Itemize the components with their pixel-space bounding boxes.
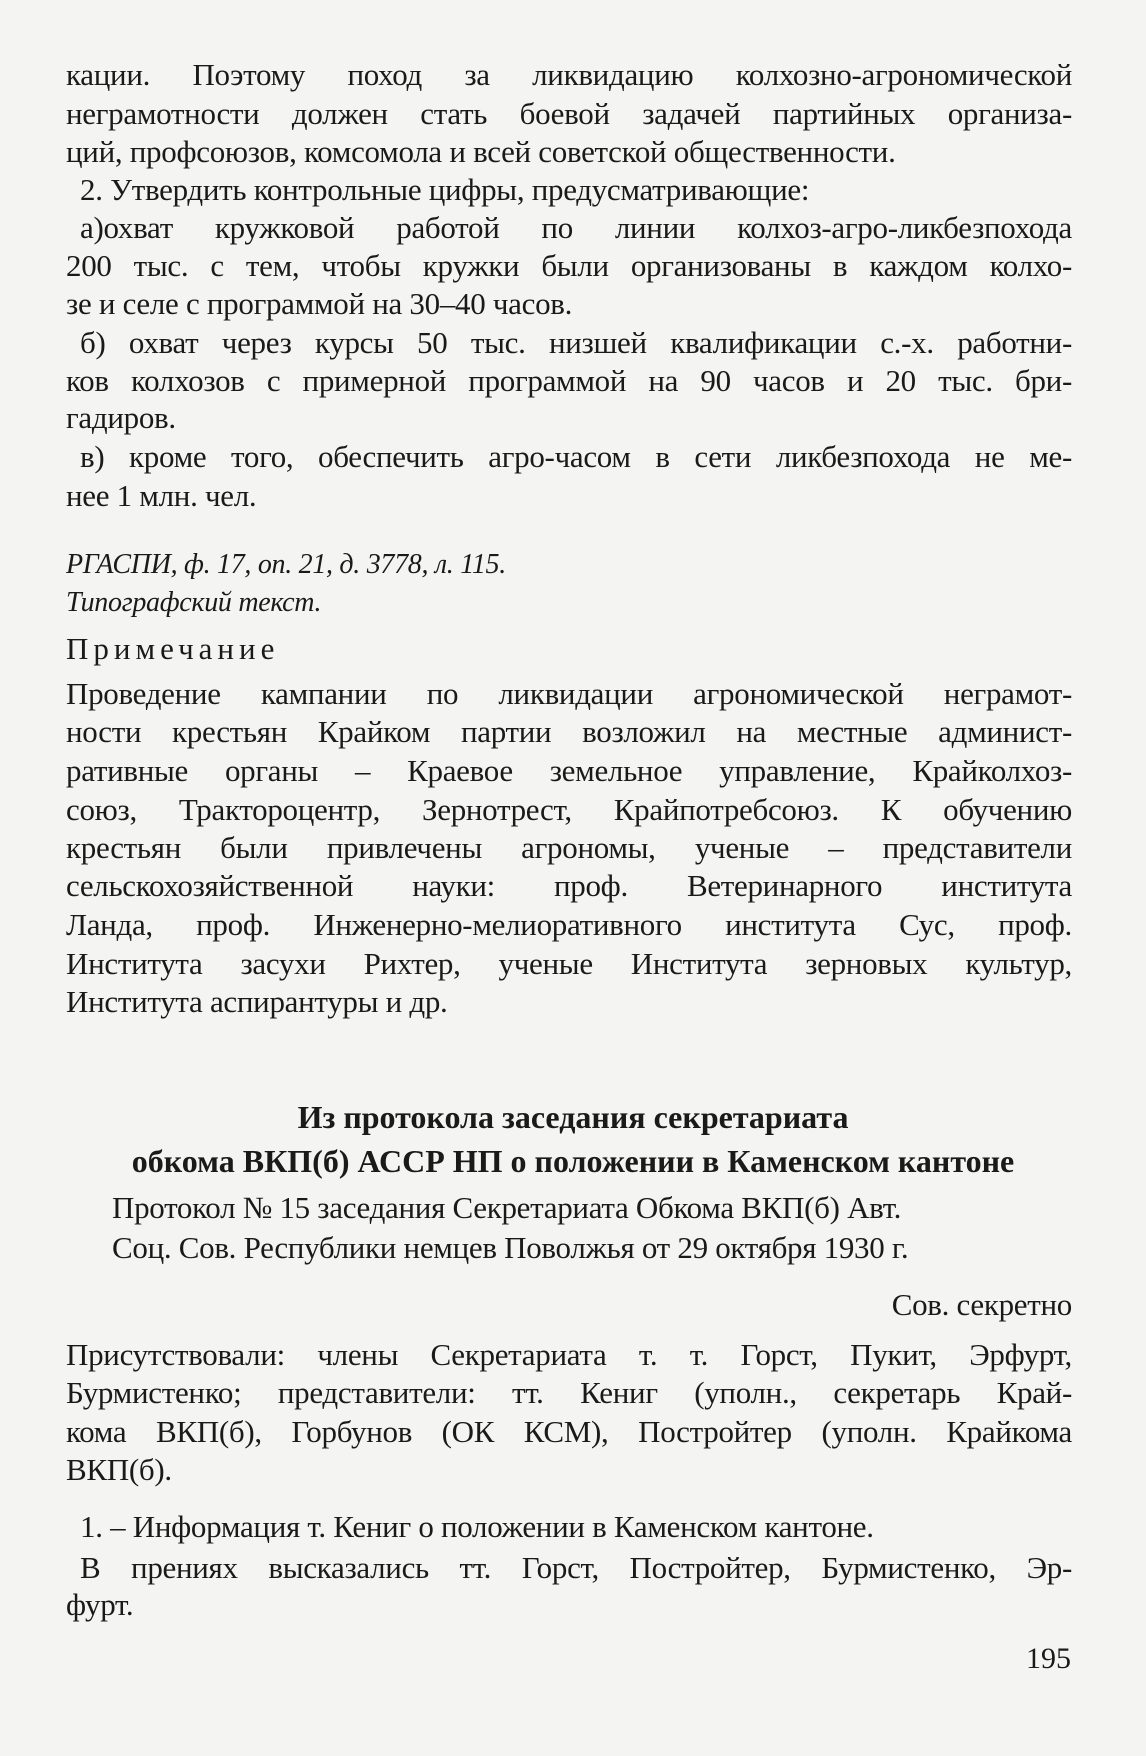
text-line: 200 тыс. с тем, чтобы кружки были организованы в каждом колхо-	[66, 248, 1072, 283]
protocol-title: Протокол № 15 заседания Секретариата Обкома ВКП(б) Авт.	[112, 1190, 902, 1225]
text-line: ративные органы – Краевое земельное управление, Крайколхоз-	[66, 753, 1072, 788]
text-line: гадиров.	[66, 400, 176, 435]
text-type: Типографский текст.	[66, 587, 322, 618]
page-number: 195	[1026, 1642, 1071, 1675]
note-title: Примечание	[66, 631, 280, 666]
text-line: 2. Утвердить контрольные цифры, предусматривающие:	[80, 172, 810, 207]
protocol-title: Соц. Сов. Республики немцев Поволжья от 29 октября 1930 г.	[112, 1230, 909, 1265]
text-line: крестьян были привлечены агрономы, ученые – представители	[66, 830, 1072, 865]
text-line: б) охват через курсы 50 тыс. низшей квалификации с.-х. работни-	[80, 325, 1072, 360]
text-line: Института аспирантуры и др.	[66, 984, 448, 1019]
text-line: Присутствовали: члены Секретариата т. т. Горст, Пукит, Эрфурт,	[66, 1337, 1072, 1372]
text-line: нее 1 млн. чел.	[66, 478, 257, 513]
text-line: сельскохозяйственной науки: проф. Ветеринарного института	[66, 868, 1072, 903]
text-line: ций, профсоюзов, комсомола и всей советской общественности.	[66, 134, 896, 169]
text-line: а)охват кружковой работой по линии колхоз-агро-ликбезпохода	[80, 210, 1072, 245]
text-line: Ланда, проф. Инженерно-мелиоративного института Сус, проф.	[66, 907, 1072, 942]
archive-citation: РГАСПИ, ф. 17, оп. 21, д. 3778, л. 115.	[66, 549, 506, 580]
text-line: зе и селе с программой на 30–40 часов.	[66, 286, 573, 321]
agenda-item: 1. – Информация т. Кениг о положении в Каменском кантоне.	[80, 1509, 874, 1544]
text-line: Проведение кампании по ликвидации агрономической неграмот-	[66, 676, 1072, 711]
text-line: неграмотности должен стать боевой задачей партийных организа-	[66, 96, 1072, 131]
text-line: кации. Поэтому поход за ликвидацию колхозно-агрономической	[66, 57, 1072, 92]
text-line: в) кроме того, обеспечить агро-часом в сети ликбезпохода не ме-	[80, 439, 1072, 474]
text-line: союз, Трактороцентр, Зернотрест, Крайпотребсоюз. К обучению	[66, 792, 1072, 827]
text-line: Бурмистенко; представители: тт. Кениг (уполн., секретарь Край-	[66, 1375, 1072, 1410]
text-line: кома ВКП(б), Горбунов (ОК КСМ), Постройтер (уполн. Крайкома	[66, 1414, 1072, 1449]
text-line: Института засухи Рихтер, ученые Института зерновых культур,	[66, 946, 1072, 981]
heading-line: Из протокола заседания секретариата	[297, 1099, 849, 1135]
text-line: ков колхозов с примерной программой на 90 часов и 20 тыс. бри-	[66, 363, 1072, 398]
heading-line: обкома ВКП(б) АССР НП о положении в Каменском кантоне	[131, 1143, 1015, 1179]
text-line: ВКП(б).	[66, 1452, 172, 1487]
text-line: фурт.	[66, 1587, 134, 1622]
text-line: ности крестьян Крайком партии возложил на местные админист-	[66, 714, 1072, 749]
classification-stamp: Сов. секретно	[891, 1287, 1072, 1322]
text-line: В прениях высказались тт. Горст, Постройтер, Бурмистенко, Эр-	[80, 1550, 1072, 1585]
